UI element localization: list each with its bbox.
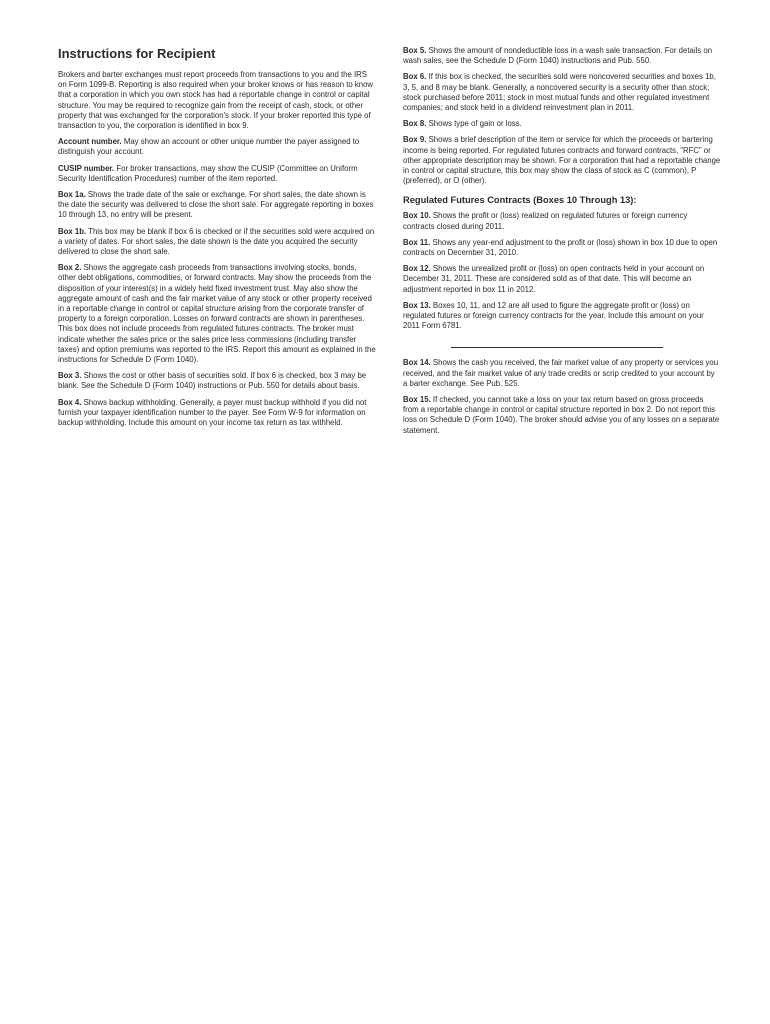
item-text: Shows the cash you received, the fair market value of any property or services you received, and the fair market value of any trade credits or scrip credited to your account by a barter exchange. See Pub. 525. — [403, 358, 719, 388]
item-label: Box 4. — [58, 397, 82, 407]
item-text: May show an account or other unique number the payer assigned to distinguish your account. — [58, 137, 360, 157]
item-label: Account number. — [58, 137, 122, 147]
item-label: Box 11. — [403, 237, 431, 247]
item-label: Box 1b. — [58, 226, 87, 236]
item-label: Box 12. — [403, 264, 431, 274]
item-box-5 — [403, 46, 721, 66]
item-label: Box 1a. — [58, 190, 86, 200]
item-label: Box 14. — [403, 358, 431, 368]
item-label: Box 10. — [403, 211, 431, 221]
item-text: If checked, you cannot take a loss on your tax return based on gross proceeds from a reportable change in control or capital structure reported in box 2. Do not report this loss on Schedule D (Form 1040). The broker should advise you of any losses on a separate statement. — [403, 395, 720, 435]
item-box-12 — [403, 264, 721, 295]
item-cusip-number — [58, 164, 376, 184]
item-text: Shows type of gain or loss. — [426, 119, 522, 129]
item-text: Shows backup withholding. Generally, a payer must backup withhold if you did not furnish your taxpayer identification number to the payer. See Form W-9 for information on backup withholding. Include this amount on your income tax return as tax withheld. — [58, 397, 367, 428]
item-box-15 — [403, 395, 721, 436]
item-box-6 — [403, 72, 721, 113]
intro-paragraph: Brokers and barter exchanges must report proceeds from transactions to you and the IRS on Form 1099-B. Reporting is also required when your broker knows or has reason to know that a corporation in which you own stock has had a reportable change in control or capital structure. You may be required to recognize gain from the receipt of cash, stock, or other property that was exchanged for the corporation's stock. If your broker reported this type of transaction to you, the corporation is identified in box 9. — [58, 70, 374, 131]
item-text: Shows the cost or other basis of securities sold. If box 6 is checked, box 3 may be blank. See the Schedule D (Form 1040) instructions or Pub. 550 for details about basis. — [58, 371, 367, 391]
item-box-1a — [58, 190, 376, 221]
item-account-number — [58, 137, 376, 157]
item-text: Boxes 10, 11, and 12 are all used to figure the aggregate profit or (loss) on regulated futures or foreign currency contracts for the year. Include this amount on your 2011 Form 6781. — [403, 300, 704, 331]
section-divider — [451, 347, 663, 348]
item-text: Shows the unrealized profit or (loss) on open contracts held in your account on December 31, 2011. These are considered sold as of that date. This will become an adjustment reported in box 11 in 2012. — [403, 264, 705, 294]
page-title: Instructions for Recipient — [58, 46, 216, 61]
item-label: Box 13. — [403, 300, 431, 310]
item-text: Shows any year-end adjustment to the profit or (loss) shown in box 10 due to open contracts on December 31, 2010. — [403, 237, 718, 258]
item-box-13 — [403, 301, 721, 332]
item-label: Box 9. — [403, 135, 427, 145]
item-label: CUSIP number. — [58, 163, 115, 173]
item-text: This box may be blank if box 6 is checked or if the securities sold were acquired on a variety of dates. For short sales, the date shown is the date you acquired the security delivered to close the short sale. — [58, 226, 375, 257]
item-text: If this box is checked, the securities sold were noncovered securities and boxes 1b, 3, 5, and 8 may be blank. Generally, a noncovered security is a security other than stock; stock purchased before 2011; stock in most mutual funds and other regulated investment companies; and stock held in a dividend reinvestment plan in 2011. — [403, 72, 716, 113]
item-label: Box 15. — [403, 395, 431, 405]
item-label: Box 8. — [403, 119, 427, 129]
item-box-9 — [403, 135, 721, 186]
left-column — [58, 46, 376, 434]
item-text: Shows the profit or (loss) realized on regulated futures or foreign currency contracts closed during 2011. — [403, 211, 688, 231]
item-text: Shows a brief description of the item or service for which the proceeds or bartering income is being reported. For regulated futures contracts and forward contracts, “RFC” or other appropriate description may be shown. For a corporation that had a reportable change in control or capital structure, this box may show the class of stock as C (common), P (preferred), or O (other). — [403, 135, 721, 186]
item-box-2 — [58, 263, 376, 365]
item-box-3 — [58, 371, 376, 391]
item-text: Shows the aggregate cash proceeds from transactions involving stocks, bonds, other debt obligations, commodities, or forward contracts. May show the proceeds from the disposition of your interest(s) in a widely held fixed investment trust. May also show the aggregate amount of cash and the fair market value of any stock or other property received in a reportable change in control or capital structure arising from the corporate transfer of property to a foreign corporation. Losses on forward contracts are shown in parentheses. This box does not include proceeds from regulated futures contracts. The broker must indicate whether the sales price or the sales price less commissions (including transfer taxes) and option premiums was reported to the IRS. Report this amount as explained in the instructions for Schedule D (Form 1040). — [58, 263, 376, 365]
right-column — [403, 46, 721, 442]
item-label: Box 2. — [58, 263, 82, 273]
item-text: Shows the amount of nondeductible loss in a wash sale transaction. For details on wash sales, see the Schedule D (Form 1040) instructions and Pub. 550. — [403, 46, 713, 66]
item-text: Shows the trade date of the sale or exchange. For short sales, the date shown is the date the security was delivered to close the short sale. For aggregate reporting in boxes 10 through 13, no entry will be present. — [58, 190, 374, 220]
item-box-1b — [58, 227, 376, 258]
item-text: For broker transactions, may show the CUSIP (Committee on Uniform Security Identification Procedures) number of the item reported. — [58, 163, 358, 183]
item-label: Box 3. — [58, 371, 82, 381]
item-box-14 — [403, 358, 721, 389]
item-box-11 — [403, 238, 721, 258]
item-box-10 — [403, 211, 721, 231]
item-label: Box 6. — [403, 72, 427, 82]
item-box-4 — [58, 398, 376, 429]
item-label: Box 5. — [403, 46, 427, 55]
section-heading-regulated-futures: Regulated Futures Contracts (Boxes 10 Through 13): — [403, 195, 637, 206]
item-box-8 — [403, 119, 721, 129]
